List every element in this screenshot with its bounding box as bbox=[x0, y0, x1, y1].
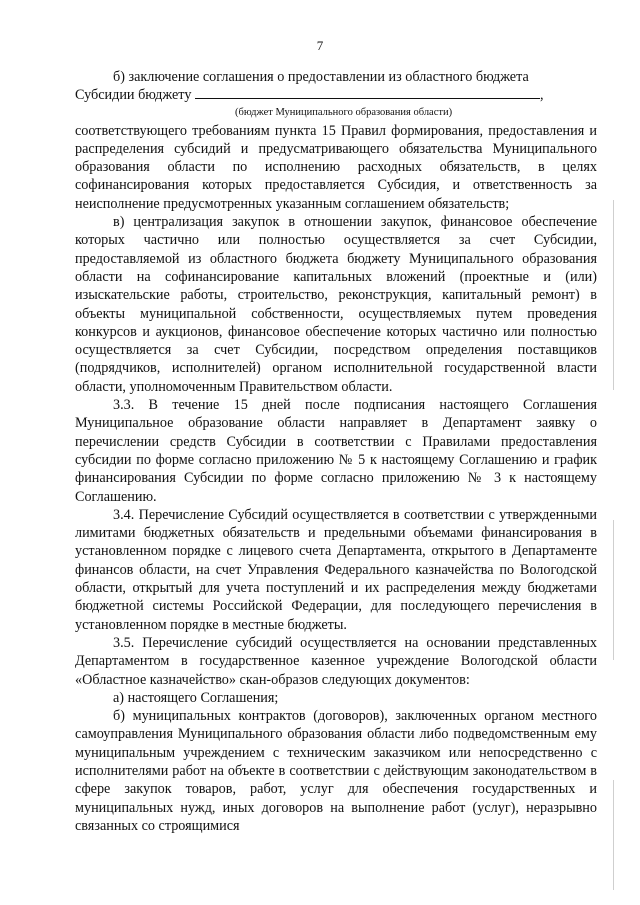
paragraph-b-subsidy-line2 bbox=[75, 86, 597, 104]
paragraph-agreement-terms: соответствующего требованиям пункта 15 Правил формирования, предоставления и распределения субсидий и предусматривающего обязательства Муниципального образования области по исполнению расходных обязательств, в целях софинансирования которых предоставляется Субсидия, и ответственность за неисполнение предусмотренных указанным соглашением обязательств; bbox=[75, 122, 597, 212]
budget-blank-line bbox=[195, 86, 540, 99]
paragraph-3-3: 3.3. В течение 15 дней после подписания настоящего Соглашения Муниципальное образование области направляет в Департамент заявку о перечислении средств Субсидии в соответствии с Правилами предоставления субсидии по форме согласно приложению № 5 к настоящему Соглашению и график финансирования Субсидии по форме согласно приложению № 3 к настоящему Соглашению. bbox=[75, 397, 597, 505]
paragraph-item-a: а) настоящего Соглашения; bbox=[113, 689, 279, 706]
paragraph-procurement-centralization: в) централизация закупок в отношении закупок, финансовое обеспечение которых частично или полностью осуществляется за счет Субсидии, предоставляемой из областного бюджета бюджету Муниципального образования области на софинансирование капитальных вложений (проектные и (или) изыскательские работы, строительство, реконструкция, капитальный ремонт) в объекты муниципальной собственности, осуществляемых путем проведения конкурсов и аукционов, финансовое обеспечение которых частично или полностью осуществляется за счет Субсидии, посредством определения поставщиков (подрядчиков, исполнителей) органом исполнительной государственной власти области, уполномоченным Правительством области. bbox=[75, 214, 597, 395]
paragraph-b-subsidy: б) заключение соглашения о предоставлении из областного бюджета bbox=[113, 69, 529, 85]
blank-line-caption: (бюджет Муниципального образования области) bbox=[235, 106, 453, 118]
blank-line-comma: , bbox=[539, 87, 544, 104]
document-body bbox=[75, 68, 597, 835]
paragraph-3-5: 3.5. Перечисление субсидий осуществляется на основании представленных Департаментом в государственное казенное учреждение Вологодской области «Областное казначейство» скан-образов следующих документов: bbox=[75, 634, 597, 688]
scan-edge-line bbox=[613, 200, 614, 390]
scan-edge-line bbox=[613, 780, 614, 890]
paragraph-item-b: б) муниципальных контрактов (договоров), заключенных органом местного самоуправления Муниципального образования области либо подведомственным ему муниципальным учреждением с техническим заказчиком или непосредственно с исполнителями работ на объекте в соответствии с действующим законодательством в сфере закупок товаров, работ, услуг для обеспечения государственных и муниципальных нужд, иных договоров на выполнение работ (услуг), неразрывно связанных со строящимися bbox=[75, 708, 597, 834]
scan-edge-line bbox=[613, 520, 614, 660]
subsidy-budget-label: Субсидии бюджету bbox=[75, 87, 192, 104]
page-number: 7 bbox=[316, 38, 324, 53]
paragraph-3-4: 3.4. Перечисление Субсидий осуществляется в соответствии с утвержденными лимитами бюджетных обязательств и предельными объемами финансирования в установленном порядке с лицевого счета Департамента, открытого в Департаменте финансов области, на счет Управления Федерального казначейства по Вологодской области, открытый для учета поступлений и их распределения между бюджетами бюджетной системы Российской Федерации, для последующего перечисления в установленном порядке в местные бюджеты. bbox=[75, 506, 597, 633]
